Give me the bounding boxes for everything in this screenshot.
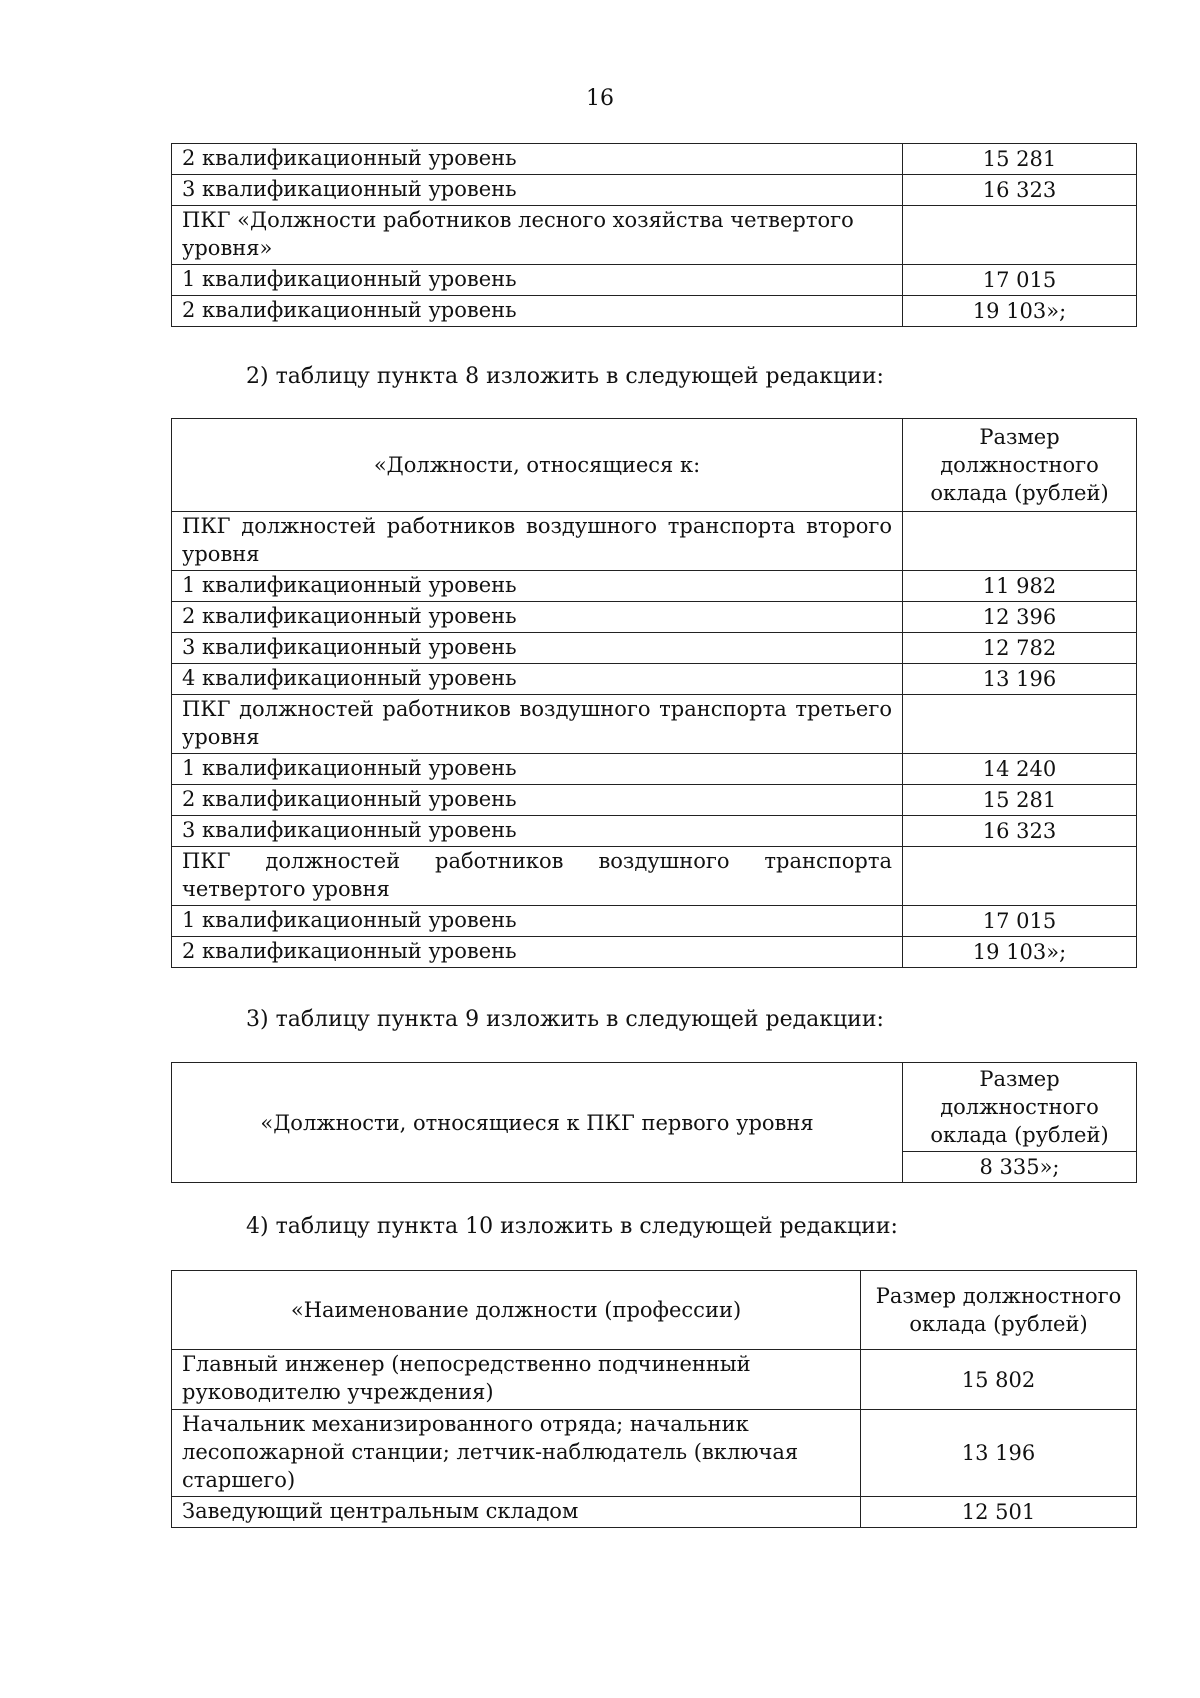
table-row — [172, 937, 1137, 968]
header-salary: Размер должностного оклада (рублей) — [861, 1271, 1137, 1350]
salary-cell: 13 196 — [903, 664, 1137, 695]
table-row — [172, 754, 1137, 785]
position-cell: 3 квалификационный уровень — [172, 633, 903, 664]
position-cell: 2 квалификационный уровень — [172, 937, 903, 968]
table-header-row — [172, 1063, 1137, 1152]
salary-cell — [903, 206, 1137, 265]
group-cell: ПКГ должностей работников воздушного транспорта третьего уровня — [172, 695, 903, 754]
salary-cell: 15 281 — [903, 785, 1137, 816]
position-cell: 1 квалификационный уровень — [172, 906, 903, 937]
header-positions: «Должности, относящиеся к: — [172, 419, 903, 512]
table-row — [172, 1410, 1137, 1497]
paragraph-item-3: 3) таблицу пункта 9 изложить в следующей редакции: — [246, 1007, 884, 1032]
salary-cell: 19 103»; — [903, 296, 1137, 327]
position-cell: 2 квалификационный уровень — [172, 144, 903, 175]
table-row — [172, 206, 1137, 265]
group-cell: ПКГ «Должности работников лесного хозяйства четвертого уровня» — [172, 206, 903, 265]
table-row — [172, 695, 1137, 754]
salary-cell: 13 196 — [861, 1410, 1137, 1497]
salary-cell: 19 103»; — [903, 937, 1137, 968]
position-cell: 4 квалификационный уровень — [172, 664, 903, 695]
table-air-transport — [171, 418, 1137, 968]
table-row — [172, 512, 1137, 571]
salary-cell: 16 323 — [903, 175, 1137, 206]
salary-cell — [903, 512, 1137, 571]
table-row — [172, 1497, 1137, 1528]
salary-cell: 17 015 — [903, 906, 1137, 937]
salary-cell — [903, 847, 1137, 906]
position-cell: Главный инженер (непосредственно подчиненный руководителю учреждения) — [172, 1350, 861, 1410]
table-first-level — [171, 1062, 1137, 1183]
position-cell: 2 квалификационный уровень — [172, 785, 903, 816]
salary-cell: 12 501 — [861, 1497, 1137, 1528]
salary-cell: 16 323 — [903, 816, 1137, 847]
paragraph-item-4: 4) таблицу пункта 10 изложить в следующей редакции: — [246, 1214, 898, 1239]
table-row — [172, 571, 1137, 602]
table-row — [172, 602, 1137, 633]
header-positions: «Должности, относящиеся к ПКГ первого уровня — [172, 1063, 903, 1183]
table-header-row — [172, 1271, 1137, 1350]
salary-cell: 17 015 — [903, 265, 1137, 296]
group-cell: ПКГ должностей работников воздушного транспорта четвертого уровня — [172, 847, 903, 906]
table-row — [172, 265, 1137, 296]
table-header-row — [172, 419, 1137, 512]
salary-cell: 12 396 — [903, 602, 1137, 633]
table-row — [172, 785, 1137, 816]
position-cell: 3 квалификационный уровень — [172, 816, 903, 847]
salary-cell — [903, 695, 1137, 754]
header-salary: Размер должностного оклада (рублей) — [903, 419, 1137, 512]
table-row — [172, 664, 1137, 695]
salary-cell: 14 240 — [903, 754, 1137, 785]
position-cell: 3 квалификационный уровень — [172, 175, 903, 206]
table-row — [172, 816, 1137, 847]
page-number: 16 — [586, 86, 614, 111]
table-row — [172, 633, 1137, 664]
salary-cell: 11 982 — [903, 571, 1137, 602]
position-cell: 2 квалификационный уровень — [172, 296, 903, 327]
position-cell: Заведующий центральным складом — [172, 1497, 861, 1528]
salary-cell: 15 802 — [861, 1350, 1137, 1410]
table-row — [172, 847, 1137, 906]
paragraph-item-2: 2) таблицу пункта 8 изложить в следующей редакции: — [246, 364, 884, 389]
table-named-positions — [171, 1270, 1137, 1528]
table-row — [172, 296, 1137, 327]
position-cell: 1 квалификационный уровень — [172, 265, 903, 296]
table-row — [172, 144, 1137, 175]
salary-cell: 12 782 — [903, 633, 1137, 664]
salary-cell: 8 335»; — [903, 1152, 1137, 1183]
position-cell: 1 квалификационный уровень — [172, 754, 903, 785]
position-cell: 2 квалификационный уровень — [172, 602, 903, 633]
group-cell: ПКГ должностей работников воздушного транспорта второго уровня — [172, 512, 903, 571]
salary-cell: 15 281 — [903, 144, 1137, 175]
table-row — [172, 1350, 1137, 1410]
position-cell: Начальник механизированного отряда; начальник лесопожарной станции; летчик-наблюдатель (включая старшего) — [172, 1410, 861, 1497]
position-cell: 1 квалификационный уровень — [172, 571, 903, 602]
table-row — [172, 906, 1137, 937]
table-forestry-continuation — [171, 143, 1137, 327]
header-position-name: «Наименование должности (профессии) — [172, 1271, 861, 1350]
header-salary: Размер должностного оклада (рублей) — [903, 1063, 1137, 1152]
table-row — [172, 175, 1137, 206]
